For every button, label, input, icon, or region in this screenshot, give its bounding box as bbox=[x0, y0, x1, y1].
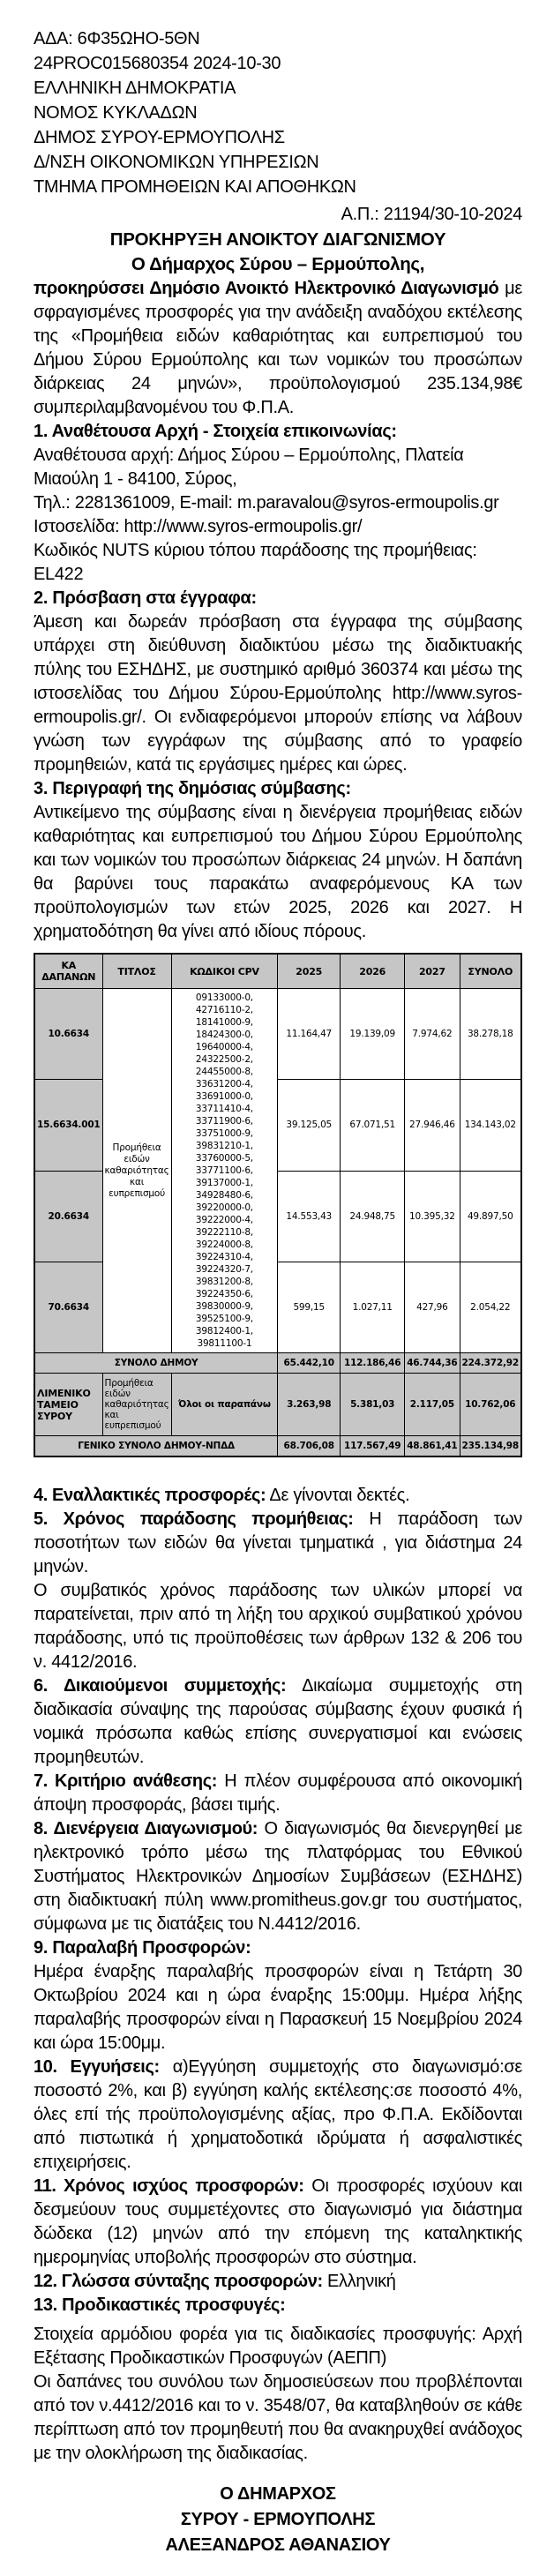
section-12-heading: 12. Γλώσσα σύνταξης προσφορών: bbox=[34, 2272, 323, 2291]
intro-bold-lead: προκηρύσσει Δημόσιο Ανοικτό Ηλεκτρονικό Διαγωνισμό bbox=[34, 279, 499, 298]
cell-2025: 68.706,08 bbox=[278, 1436, 341, 1457]
cell-total: 235.134,98 bbox=[460, 1436, 521, 1457]
ada-line: ΑΔΑ: 6Φ35ΩΗΟ-5ΘΝ bbox=[34, 29, 200, 49]
signature-municipality: ΣΥΡΟΥ - ΕΡΜΟΥΠΟΛΗΣ bbox=[180, 2510, 376, 2529]
grand-total-label: ΓΕΝΙΚΟ ΣΥΝΟΛΟ ΔΗΜΟΥ-ΝΠΔΔ bbox=[34, 1436, 278, 1457]
port-fund-titlos: Προμήθεια ειδών καθαριότητας και ευπρεπισμού bbox=[102, 1374, 171, 1436]
section-3-body: Αντικείμενο της σύμβασης είναι η διενέργεια προμήθειας ειδών καθαριότητας και ευπρεπισμού του Δήμου Σύρου Ερμούπολης και των νομικών του προσώπων διάρκειας 24 μηνών. Η δαπάνη θα βαρύνει τους παρακάτω αναφερόμενους ΚΑ των προϋπολογισμών των ετών 2025, 2026 και 2027. Η χρηματοδότηση θα γίνει από ιδίους πόρους. bbox=[34, 803, 522, 941]
grand-total-row bbox=[34, 1436, 521, 1457]
cell-2025: 39.125,05 bbox=[278, 1080, 341, 1171]
col-header-2027: 2027 bbox=[405, 954, 460, 989]
section-12-body: Ελληνική bbox=[322, 2272, 396, 2291]
col-header-2026: 2026 bbox=[341, 954, 405, 989]
section-5-paragraph-2: Ο συμβατικός χρόνος παράδοσης των υλικών μπορεί να παρατείνεται, πριν από τη λήξη του αρχικού συμβατικού χρόνου παράδοσης, υπό τις προϋποθέσεις των άρθρων 132 & 206 του ν. 4412/2016. bbox=[34, 1581, 522, 1672]
budget-table bbox=[34, 953, 522, 1457]
section-12 bbox=[34, 2270, 522, 2294]
cell-2027: 7.974,62 bbox=[405, 989, 460, 1080]
section-4-body: Δε γίνονται δεκτές. bbox=[266, 1486, 410, 1505]
section-6 bbox=[34, 1674, 522, 1770]
org-line-5: ΤΜΗΜΑ ΠΡΟΜΗΘΕΙΩΝ ΚΑΙ ΑΠΟΘΗΚΩΝ bbox=[34, 177, 356, 197]
cell-2026: 67.071,51 bbox=[341, 1080, 405, 1171]
section-11-heading: 11. Χρόνος ισχύος προσφορών: bbox=[34, 2176, 304, 2196]
cell-cpv-codes: 09133000-0, 42716110-2, 18141000-9, 18424300-0, 19640000-4, 24322500-2, 24455000-8, 33631200-4, 33691000-0, 33711410-4, 33711900-6, 33751000-9, 39831210-1, 33760000-5, 33771100-6, 39137000-1, 34928480-6, 39220000-0, 39222000-4, 39222110-8, 39224000-8, 39224310-4, 39224320-7, 39831200-8, 39224350-6, 39830000-9, 39525100-9, 39812400-1, 39811100-1 bbox=[171, 989, 278, 1353]
col-header-titlos: ΤΙΤΛΟΣ bbox=[102, 954, 171, 989]
cell-2026: 117.567,49 bbox=[341, 1436, 405, 1457]
cell-total: 49.897,50 bbox=[460, 1171, 521, 1262]
section-11-body: Οι προσφορές ισχύουν και δεσμεύουν τους συμμετέχοντες στο διαγωνισμό για διάστημα δώδεκα (12) μηνών από την επόμενη της καταληκτικής ημερομηνίας υποβολής προσφορών στο σύστημα. bbox=[34, 2176, 522, 2267]
section-10-heading: 10. Εγγυήσεις: bbox=[34, 2057, 160, 2077]
contact-website-line: Ιστοσελίδα: http://www.syros-ermoupolis.gr/ bbox=[34, 517, 363, 536]
cell-2026: 19.139,09 bbox=[341, 989, 405, 1080]
cell-2026: 5.381,03 bbox=[341, 1374, 405, 1436]
protocol-number: Α.Π.: 21194/30-10-2024 bbox=[341, 205, 522, 224]
cell-titlos: Προμήθεια ειδών καθαριότητας και ευπρεπισμού bbox=[102, 989, 171, 1353]
section-3-heading: 3. Περιγραφή της δημόσιας σύμβασης: bbox=[34, 779, 351, 798]
municipality-total-label: ΣΥΝΟΛΟ ΔΗΜΟΥ bbox=[34, 1353, 278, 1374]
cell-ka: 20.6634 bbox=[34, 1171, 102, 1262]
document-title: ΠΡΟΚΗΡΥΞΗ ΑΝΟΙΚΤΟΥ ΔΙΑΓΩΝΙΣΜΟΥ bbox=[109, 229, 446, 250]
section-9-body: Ημέρα έναρξης παραλαβής προσφορών είναι η Τετάρτη 30 Οκτωβρίου 2024 και η ώρα έναρξης 15:00μμ. Ημέρα λήξης παραλαβής προσφορών είναι η Παρασκευή 15 Νοεμβρίου 2024 και ώρα 15:00μμ. bbox=[34, 1962, 522, 2053]
section-5-heading: 5. Χρόνος παράδοσης προμήθειας: bbox=[34, 1509, 354, 1529]
section-9-heading: 9. Παραλαβή Προσφορών: bbox=[34, 1938, 251, 1958]
section-2-heading: 2. Πρόσβαση στα έγγραφα: bbox=[34, 588, 257, 608]
document-header bbox=[34, 26, 522, 199]
contact-nuts-line: Κωδικός NUTS κύριου τόπου παράδοσης της προμήθειας: EL422 bbox=[34, 541, 477, 584]
cell-ka: 70.6634 bbox=[34, 1262, 102, 1352]
cell-total: 38.278,18 bbox=[460, 989, 521, 1080]
section-13-paragraph-1: Στοιχεία αρμόδιου φορέα για τις διαδικασίες προσφυγής: Αρχή Εξέτασης Προδικαστικών Προσφυγών (ΑΕΠΠ) bbox=[34, 2325, 522, 2368]
section-5 bbox=[34, 1508, 522, 1579]
section-4 bbox=[34, 1484, 522, 1508]
cell-2027: 27.946,46 bbox=[405, 1080, 460, 1171]
cell-2025: 14.553,43 bbox=[278, 1171, 341, 1262]
section-13-heading: 13. Προδικαστικές προσφυγές: bbox=[34, 2295, 286, 2315]
section-6-body: Δικαίωμα συμμετοχής στη διαδικασία σύναψης της παρούσας σύμβασης έχουν φυσικά ή νομικά πρόσωπα καθώς επίσης συνεργατισμοί και ενώσεις προμηθευτών. bbox=[34, 1676, 522, 1767]
section-7-body: Η πλέον συμφέρουσα από οικονομική άποψη προσφοράς, βάσει τιμής. bbox=[34, 1771, 523, 1815]
contact-authority-line: Αναθέτουσα αρχή: Δήμος Σύρου – Ερμούπολης, Πλατεία Μιαούλη 1 - 84100, Σύρος, bbox=[34, 446, 464, 489]
table-row bbox=[34, 989, 521, 1080]
section-5-body: Η παράδοση των ποσοτήτων των ειδών θα γίνεται τμηματικά , για διάστημα 24 μηνών. bbox=[34, 1509, 522, 1576]
contact-phone-email-line: Τηλ.: 2281361009, E-mail: m.paravalou@syros-ermoupolis.gr bbox=[34, 493, 499, 513]
section-8-heading: 8. Διενέργεια Διαγωνισμού: bbox=[34, 1819, 258, 1838]
section-10 bbox=[34, 2056, 522, 2175]
section-4-heading: 4. Εναλλακτικές προσφορές: bbox=[34, 1486, 266, 1505]
col-header-total: ΣΥΝΟΛΟ bbox=[460, 954, 521, 989]
port-fund-cpv: Όλοι οι παραπάνω bbox=[171, 1374, 278, 1436]
cell-2025: 3.263,98 bbox=[278, 1374, 341, 1436]
cell-total: 134.143,02 bbox=[460, 1080, 521, 1171]
cell-ka: 10.6634 bbox=[34, 989, 102, 1080]
cell-2027: 48.861,41 bbox=[405, 1436, 460, 1457]
port-fund-row bbox=[34, 1374, 521, 1436]
section-8-body: Ο διαγωνισμός θα διενεργηθεί με ηλεκτρονικό τρόπο μέσω της πλατφόρμας του Εθνικού Συστήματος Ηλεκτρονικών Δημοσίων Συμβάσεων (ΕΣΗΔΗΣ) στη διαδικτυακή πύλη www.promitheus.gov.gr του συστήματος, σύμφωνα με τις διατάξεις του Ν.4412/2016. bbox=[34, 1819, 522, 1934]
cell-2027: 46.744,36 bbox=[405, 1353, 460, 1374]
cell-2026: 24.948,75 bbox=[341, 1171, 405, 1262]
cell-total: 2.054,22 bbox=[460, 1262, 521, 1352]
section-11 bbox=[34, 2175, 522, 2270]
col-header-cpv: ΚΩΔΙΚΟΙ CPV bbox=[171, 954, 278, 989]
signature-block bbox=[34, 2482, 522, 2558]
section-2-body: Άμεση και δωρεάν πρόσβαση στα έγγραφα της σύμβασης υπάρχει στη διεύθυνση διαδικτύου μέσω της διαδικτυακής πύλης του ΕΣΗΔΗΣ, με συστημικό αριθμό 360374 και μέσω της ιστοσελίδας του Δήμου Σύρου-Ερμούπολης http://www.syros-ermoupolis.gr/. Οι ενδιαφερόμενοι μπορούν επίσης να λάβουν γνώση των εγγράφων της σύμβασης από το γραφείο προμηθειών, κατά τις εργάσιμες ημέρες και ώρες. bbox=[34, 612, 522, 775]
section-8 bbox=[34, 1817, 522, 1936]
signature-title: Ο ΔΗΜΑΡΧΟΣ bbox=[220, 2484, 336, 2504]
org-line-1: ΕΛΛΗΝΙΚΗ ΔΗΜΟΚΡΑΤΙΑ bbox=[34, 79, 236, 98]
municipality-total-row bbox=[34, 1353, 521, 1374]
cell-2026: 112.186,46 bbox=[341, 1353, 405, 1374]
intro-paragraph bbox=[34, 277, 522, 420]
cell-total: 224.372,92 bbox=[460, 1353, 521, 1374]
col-header-2025: 2025 bbox=[278, 954, 341, 989]
section-10-body: α)Εγγύηση συμμετοχής στο διαγωνισμό:σε ποσοστό 2%, και β) εγγύηση καλής εκτέλεσης:σε ποσοστό 4%, όλες επί τής προϋπολογισμένης αξίας, προ Φ.Π.Α. Εκδίδονται από πιστωτικά ή χρηματοδοτικά ιδρύματα ή ασφαλιστικές επιχειρήσεις. bbox=[34, 2057, 522, 2172]
cell-2027: 2.117,05 bbox=[405, 1374, 460, 1436]
table-header-row bbox=[34, 954, 521, 989]
cell-2025: 599,15 bbox=[278, 1262, 341, 1352]
section-7-heading: 7. Κριτήριο ανάθεσης: bbox=[34, 1771, 218, 1791]
section-7 bbox=[34, 1770, 522, 1817]
signature-name: ΑΛΕΞΑΝΔΡΟΣ ΑΘΑΝΑΣΙΟΥ bbox=[165, 2535, 391, 2555]
org-line-3: ΔΗΜΟΣ ΣΥΡΟΥ-ΕΡΜΟΥΠΟΛΗΣ bbox=[34, 128, 285, 147]
cell-ka: 15.6634.001 bbox=[34, 1080, 102, 1171]
section-1-heading: 1. Αναθέτουσα Αρχή - Στοιχεία επικοινωνίας: bbox=[34, 422, 397, 441]
cell-2026: 1.027,11 bbox=[341, 1262, 405, 1352]
cell-2027: 10.395,32 bbox=[405, 1171, 460, 1262]
org-line-4: Δ/ΝΣΗ ΟΙΚΟΝΟΜΙΚΩΝ ΥΠΗΡΕΣΙΩΝ bbox=[34, 153, 319, 172]
proc-line: 24PROC015680354 2024-10-30 bbox=[34, 54, 281, 73]
section-13-paragraph-2: Οι δαπάνες του συνόλου των δημοσιεύσεων που προβλέπονται από τον ν.4412/2016 και το ν. 3548/07, θα καταβληθούν σε κάθε περίπτωση από τον προμηθευτή που θα ανακηρυχθεί ανάδοχος με την ολοκλήρωση της διαδικασίας. bbox=[34, 2372, 522, 2463]
cell-2025: 65.442,10 bbox=[278, 1353, 341, 1374]
org-line-2: ΝΟΜΟΣ ΚΥΚΛΑΔΩΝ bbox=[34, 103, 198, 123]
col-header-ka: ΚΑ ΔΑΠΑΝΩΝ bbox=[34, 954, 102, 989]
cell-2027: 427,96 bbox=[405, 1262, 460, 1352]
document-subtitle: Ο Δήμαρχος Σύρου – Ερμούπολης, bbox=[131, 254, 425, 274]
port-fund-name: ΛΙΜΕΝΙΚΟ ΤΑΜΕΙΟ ΣΥΡΟΥ bbox=[34, 1374, 102, 1436]
section-6-heading: 6. Δικαιούμενοι συμμετοχής: bbox=[34, 1676, 287, 1696]
intro-body: με σφραγισμένες προσφορές για την ανάδειξη αναδόχου εκτέλεσης της «Προμήθεια ειδών καθαριότητας και ευπρεπισμού του Δήμου Σύρου Ερμούπολης και των νομικών του προσώπων διάρκειας 24 μηνών», προϋπολογισμού 235.134,98€ συμπεριλαμβανομένου του Φ.Π.Α. bbox=[34, 279, 522, 417]
cell-total: 10.762,06 bbox=[460, 1374, 521, 1436]
cell-2025: 11.164,47 bbox=[278, 989, 341, 1080]
